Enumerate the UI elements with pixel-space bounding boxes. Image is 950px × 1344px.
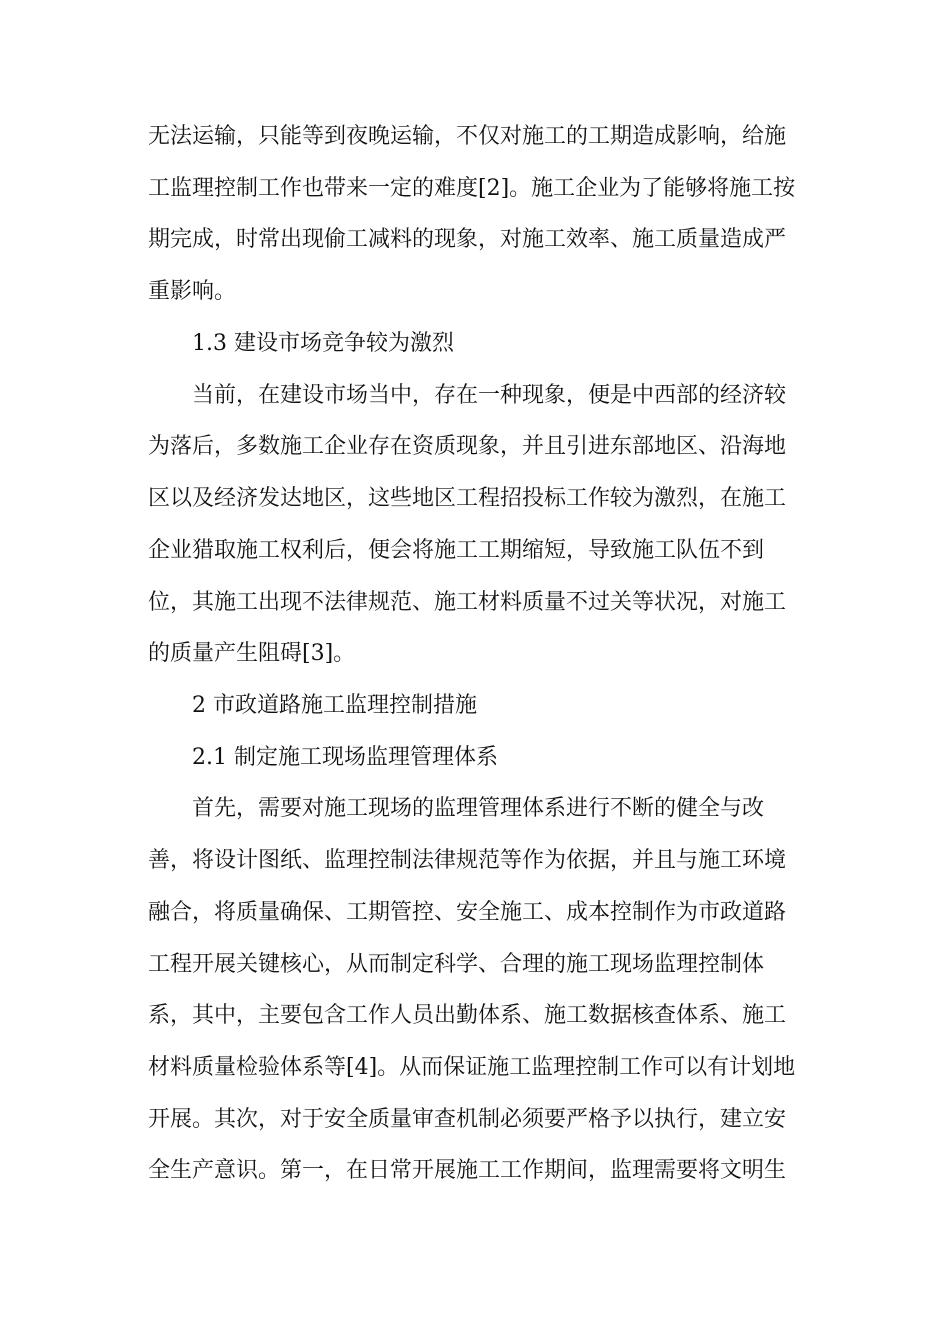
paragraph-line: 全生产意识。第一，在日常开展施工工作期间，监理需要将文明生: [148, 1158, 787, 1183]
paragraph-line: 区以及经济发达地区，这些地区工程招投标工作较为激烈，在施工: [148, 486, 787, 511]
paragraph-line: 期完成，时常出现偷工减料的现象，对施工效率、施工质量造成严: [148, 227, 787, 252]
section-heading: 2 市政道路施工监理控制措施: [192, 693, 477, 718]
paragraph-line: 善，将设计图纸、监理控制法律规范等作为依据，并且与施工环境: [148, 848, 787, 873]
paragraph-line: 融合，将质量确保、工期管控、安全施工、成本控制作为市政道路: [148, 900, 787, 925]
paragraph-line: 材料质量检验体系等[4]。从而保证施工监理控制工作可以有计划地: [148, 1055, 796, 1080]
paragraph-line: 当前，在建设市场当中，存在一种现象，便是中西部的经济较: [192, 383, 787, 408]
section-heading: 2.1 制定施工现场监理管理体系: [192, 745, 498, 770]
paragraph-line: 为落后，多数施工企业存在资质现象，并且引进东部地区、沿海地: [148, 434, 787, 459]
paragraph-line: 位，其施工出现不法律规范、施工材料质量不过关等状况，对施工: [148, 590, 787, 615]
paragraph-line: 的质量产生阻碍[3]。: [148, 641, 356, 666]
paragraph-line: 工监理控制工作也带来一定的难度[2]。施工企业为了能够将施工按: [148, 176, 796, 201]
paragraph-line: 无法运输，只能等到夜晚运输，不仅对施工的工期造成影响，给施: [148, 124, 787, 149]
paragraph-line: 重影响。: [148, 279, 237, 304]
section-heading: 1.3 建设市场竞争较为激烈: [192, 331, 454, 356]
paragraph-line: 开展。其次，对于安全质量审查机制必须要严格予以执行，建立安: [148, 1107, 787, 1132]
paragraph-line: 系，其中，主要包含工作人员出勤体系、施工数据核查体系、施工: [148, 1003, 787, 1028]
paragraph-line: 工程开展关键核心，从而制定科学、合理的施工现场监理控制体: [148, 952, 765, 977]
paragraph-line: 首先，需要对施工现场的监理管理体系进行不断的健全与改: [192, 796, 765, 821]
paragraph-line: 企业猎取施工权利后，便会将施工工期缩短，导致施工队伍不到: [148, 538, 765, 563]
